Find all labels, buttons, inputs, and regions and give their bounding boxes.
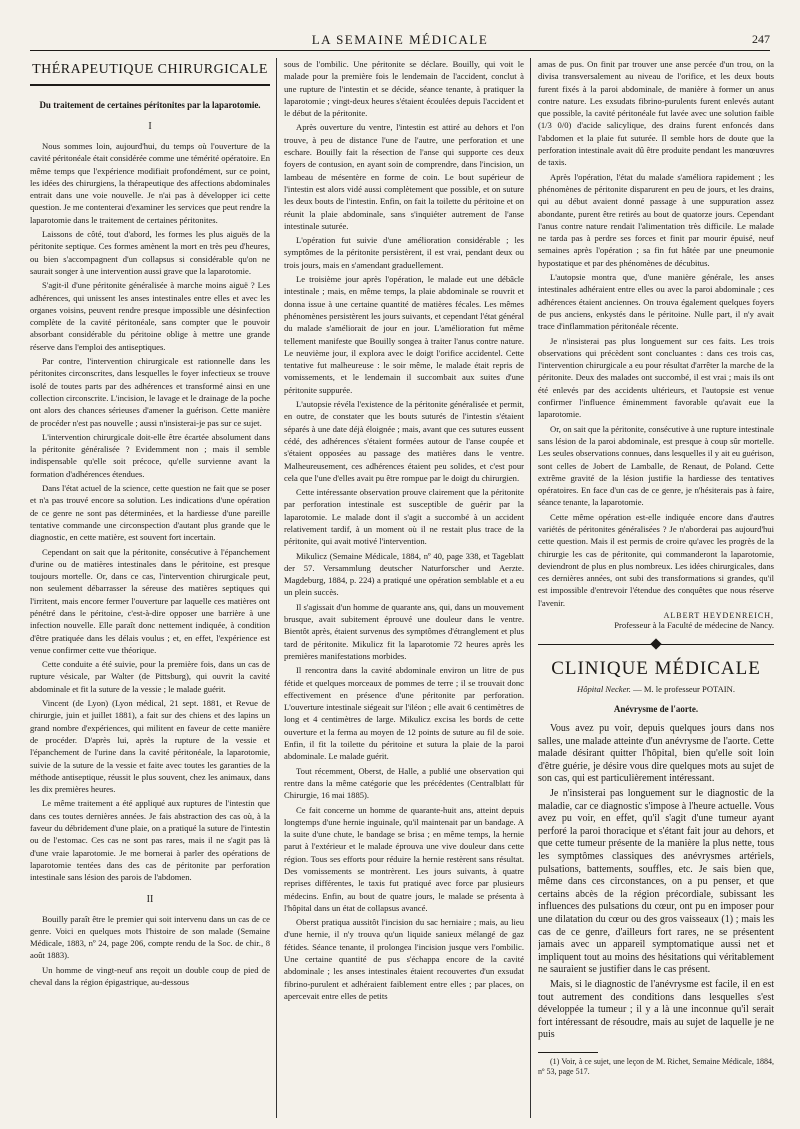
- paragraph: Je n'insisterai pas longuement sur le diagnostic de la maladie, car ce diagnostic s'impose à l'heure actuelle. Vous avez pu voir, en effet, qu'il s'agit d'une tumeur ayant perforé la paroi thoracique et s'étant fait jour au dehors, et que cette tumeur présente de la manière la plus nette, tous les symptômes classiques des anévrysmes artériels, pulsations, battements, souffles, etc. Je sais bien que, même dans ces circonstances, on a pu penser, et que certains abcès de la région précordiale, subissant les influences des pulsations du cœur, ont pu en imposer pour une dilatation du cœur ou des gros vaisseaux (1) ; mais les cas de ce genre, d'ailleurs fort rares, ne se présentent jamais avec un appareil symptomatique aussi net et impliquent tout au moins des hésitations qui véritablement ne sauraient se justifier dans le cas présent.: [538, 788, 774, 976]
- footnote-rule: [538, 1052, 598, 1053]
- hospital-name: Hôpital Necker.: [576, 684, 631, 695]
- column-rule: [276, 58, 277, 1118]
- paragraph: Il rencontra dans la cavité abdominale environ un litre de pus fétide et quelques morceaux de pommes de terre ; il se trouvait donc effectivement en présence d'une péritonite par perforation. L'ouverture intestinale siégeait sur l'iléon ; elle avait 6 centimètres de long et 4 centimètres de large. Mikulicz excisa les bords de cette ouverture et la ferma au moyen de 12 points de suture au fil de soie. Enfin, il fit la toilette du péritoine et sutura la plaie de la paroi abdominale. Le malade guérit.: [284, 665, 524, 762]
- professor-name: — M. le professeur POTAIN.: [630, 684, 736, 695]
- part-number: II: [146, 893, 154, 905]
- paragraph: Cette intéressante observation prouve clairement que la péritonite par perforation intestinale est susceptible de guérir par la laparotomie. Le malade dont il s'agit a succombé à un accident relativement tardif, à un moment où il ne restait plus trace de la péritonite, qui avait motivé l'intervention.: [284, 487, 524, 547]
- author-signature: ALBERT HEYDENREICH,: [663, 611, 774, 621]
- paragraph: Oberst pratiqua aussitôt l'incision du sac herniaire ; mais, au lieu d'une hernie, il n'y trouva qu'un liquide sanieux mélangé de gaz fétides. Séance tenante, il prolongea l'incision jusque vers l'ombilic. Une certaine quantité de pus s'échappa encore de la cavité abdominale ; les anses intestinales étaient recouvertes d'un exsudat fibrino-purulent et adhéraient faiblement entre elles ; par places, on apercevait entre elles de petits: [284, 917, 524, 1001]
- diamond-ornament-icon: [650, 638, 661, 649]
- paragraph: L'intervention chirurgicale doit-elle être écartée absolument dans la péritonite généralisée ? Evidemment non ; mais il semble indispensable qu'elle soit précoce, qu'elle survienne avant la formation d'adhérences étendues.: [30, 431, 270, 479]
- paragraph: Vous avez pu voir, depuis quelques jours dans nos salles, une malade atteinte d'un anévrysme de l'aorte. Cette malade désirant quitter l'hôpital, bien qu'elle soit loin d'être guérie, je désire vous dire quelques mots au sujet de son cas, qui est particulièrement intéressant.: [538, 723, 774, 785]
- paragraph: Cependant on sait que la péritonite, consécutive à l'épanchement d'urine ou de matières intestinales dans le péritoine, est presque toujours mortelle. Or, dans ce cas, l'intervention chirurgicale peut, non seulement débarrasser la séreuse des matières septiques qui l'irritent, mais encore fermer l'ouverture par laquelle ces matières ont pénétré dans le péritoine, c'est-à-dire opposer une barrière à une infection nouvelle. Elle paraît donc nettement indiquée, à condition d'être pratiquée dans les délais voulus ; et, en effet, l'expérience est venue confirmer cette vue théorique.: [30, 546, 270, 655]
- paragraph: L'opération fut suivie d'une amélioration considérable ; les symptômes de la péritonite persistèrent, il est vrai, pendant deux ou trois jours, mais en s'amendant graduellement.: [284, 235, 524, 270]
- running-header: [30, 34, 770, 51]
- paragraph: Le même traitement a été appliqué aux ruptures de l'intestin que dans ces toutes dernières années. Je fais abstraction des cas où, à la faveur du débridement d'une plaie, on a pratiqué la suture de l'intestin ou de l'estomac. Ces cas ne sont pas rares, mais il ne s'agit pas là d'une vraie laparotomie. Je me bornerai à parler des opérations de laparotomie tentées dans des cas de péritonite par perforation intestinale sans lésion des parois de l'abdomen.: [30, 798, 270, 883]
- article-body: [30, 140, 270, 884]
- paragraph: Le troisième jour après l'opération, le malade eut une débâcle intestinale ; mais, en même temps, la plaie abdominale se rouvrit et donna issue à une certaine quantité de matières fécales. Les mêmes phénomènes persistèrent les jours suivants, et cependant l'état général du malade s'améliorait de jour en jour. L'amélioration fut même tellement manifeste que Bouilly songea à traiter l'anus contre nature. Le neuvième jour, il explora avec le doigt l'orifice accidentel. Cette tentative fut malheureuse : le soir même, le malade était repris de vomissements, et le lendemain il succombait aux suites d'une péritonite suppurée.: [284, 274, 524, 395]
- paragraph: sous de l'ombilic. Une péritonite se déclare. Bouilly, qui voit le malade pour la première fois le lendemain de l'accident, conclut à une rupture de l'intestin et se décide, séance tenante, à pratiquer la laparotomie ; vingt-deux heures s'étaient écoulées depuis l'accident et le début de la péritonite.: [284, 59, 524, 119]
- clinic-title: CLINIQUE MÉDICALE: [551, 658, 761, 680]
- paragraph: Il s'agissait d'un homme de quarante ans, qui, dans un mouvement brusque, avait subitement éprouvé une douleur dans le ventre. Bientôt après, étaient survenus des symptômes d'étranglement et plus tard de péritonite. Mikulicz fit la laparotomie 72 heures après les premières manifestations morbides.: [284, 601, 524, 661]
- column-rule: [530, 58, 531, 1118]
- paragraph: Tout récemment, Oberst, de Halle, a publié une observation qui rentre dans la même catégorie que les précédentes (Centralblatt für Chirurgie, 16 mai 1885).: [284, 765, 524, 801]
- paragraph: Après ouverture du ventre, l'intestin est attiré au dehors et l'on trouve, à peu de distance l'une de l'autre, une perforation et une eschare. Bouilly fait la résection de l'anse qui supporte ces deux foyers de contusion, en ayant soin de comprendre, dans l'incision, un lambeau de mésentère en forme de coin. Le bout supérieur de l'intestin est alors vidé aussi complètement que possible, et on suture les deux bouts de l'intestin. Enfin, on fait la toilette du péritoine et on réunit la plaie abdominale, sans s'inquiéter autrement de l'anse intestinale suturée.: [284, 122, 524, 231]
- paragraph: L'autopsie révéla l'existence de la péritonite généralisée et permit, en outre, de constater que les bouts suturés de l'intestin s'étaient séparés à une date déjà éloignée ; mais, avant que ces sutures eussent cédé, des adhérences s'étaient formées autour de l'anse coupée et s'étaient opposées au passage des matières dans le ventre. Malheureusement, ces adhérences étaient peu solides, et c'est pour cela que l'une d'elles avait pu être rompue par le doigt du chirurgien.: [284, 399, 524, 483]
- article-body: [30, 913, 270, 989]
- paragraph: Par contre, l'intervention chirurgicale est rationnelle dans les péritonites circonscrites, dans lesquelles le foyer infectieux se trouve isolé de toutes parts par des adhérences et transformé ainsi en une collection circonscrite. L'incision, le lavage et le drainage de la poche ont alors des chances sérieuses d'amener la guérison. Cette manière de procéder n'est pas nouvelle ; aussi n'insisterai-je pas sur ce sujet.: [30, 356, 270, 428]
- lecture-body: [538, 723, 774, 1042]
- journal-title: LA SEMAINE MÉDICALE: [311, 32, 489, 47]
- paragraph: Laissons de côté, tout d'abord, les formes les plus aiguës de la péritonite septique. Ces formes amènent la mort en très peu d'heures, ou bien s'accompagnent d'un collapsus si considérable qu'on ne saurait songer à une intervention aussi grave que la laparotomie.: [30, 229, 270, 276]
- section-title: THÉRAPEUTIQUE CHIRURGICALE: [30, 62, 270, 86]
- article-body: [284, 58, 524, 1002]
- part-number: I: [148, 121, 152, 132]
- author-affiliation: Professeur à la Faculté de médecine de Nancy.: [614, 620, 774, 631]
- paragraph: Après l'opération, l'état du malade s'améliora rapidement ; les phénomènes de péritonite disparurent en peu de jours, et les drains, qui au début avaient donné passage à une suppuration assez abondante, purent être retirés au bout de quatorze jours. Cependant l'anus contre nature rendait l'alimentation très difficile. Le malade ne tarda pas à perdre ses forces et finit par mourir épuisé, neuf semaines après l'opération ; sa fin fut hâtée par une pneumonie hypostatique et par des phénomènes de décubitus.: [538, 171, 774, 268]
- paragraph: Mais, si le diagnostic de l'anévrysme est facile, il en est tout autrement des conditions dans lesquelles s'est développée la tumeur ; il y a là une inconnue qu'il serait fort intéressant de résoudre, mais au sujet de laquelle je ne puis: [538, 978, 774, 1041]
- paragraph: Dans l'état actuel de la science, cette question ne fait que se poser et n'a pas trouvé encore sa solution. Les indications d'une opération de ce genre ne sont pas déterminées, et la hardiesse d'une pareille tentative commande une circonspection d'autant plus grande que le diagnostic, en cette matière, est souvent fort incertain.: [30, 483, 270, 543]
- paragraph: Or, on sait que la péritonite, consécutive à une rupture intestinale sans lésion de la paroi abdominale, est presque à coup sûr mortelle. Les seules observations connues, dans lesquelles il y ait eu guérison, sont celles de Jobert de Lamballe, de Renaut, de Poland. Cette extrême gravité de la lésion justifie la hardiesse des tentatives opératoires. En face d'un cas de ce genre, je n'hésiterais pas à faire, séance tenante, la laparotomie.: [538, 423, 774, 508]
- column-2: [284, 58, 524, 1004]
- footnote: (1) Voir, à ce sujet, une leçon de M. Richet, Semaine Médicale, 1884, nº 53, page 517.: [538, 1056, 774, 1076]
- paragraph: Bouilly paraît être le premier qui soit intervenu dans un cas de ce genre. Voici en quelques mots l'histoire de son malade (Semaine Médicale, 1883, nº 24, page 206, compte rendu de la Soc. de chir., 8 août 1883).: [30, 913, 270, 961]
- paragraph: amas de pus. On finit par trouver une anse percée d'un trou, on la divisa transversalement au niveau de l'orifice, et les deux bouts furent fixés à la paroi abdominale, de manière à former un anus contre nature. Les exsudats fibrino-purulents furent enlevés autant que possible, la cavité péritonéale fut lavée avec une solution faible (1/3 0/0) d'acide salicylique, des drains furent enfoncés dans l'abdomen et la plaie fut suturée. Il semble hors de doute que la perforation intestinale avait dû être produite pendant les manœuvres de taxis.: [538, 59, 774, 168]
- column-3: [538, 58, 774, 1077]
- page-number: 247: [752, 32, 770, 46]
- clinic-byline: [538, 684, 774, 694]
- paragraph: Je n'insisterai pas plus longuement sur ces faits. Les trois observations qui précèdent sont concluantes : dans ces trois cas, l'intervention chirurgicale a eu pour résultat d'arrêter la marche de la péritonite. Deux des malades ont succombé, il est vrai ; mais ils ont été enlevés par des accidents ultérieurs, et l'autopsie est venue confirmer l'influence éminemment favorable qu'avait eue la laparotomie.: [538, 335, 774, 420]
- paragraph: S'agit-il d'une péritonite généralisée à marche moins aiguë ? Les adhérences, qui unissent les anses intestinales entre elles et avec les organes voisins, peuvent rendre presque impossible une désinfection complète de la cavité péritonéale, sans compter que le pouvoir absorbant considérable du péritoine oblige à mettre une grande réserve dans l'emploi des antiseptiques.: [30, 280, 270, 352]
- paragraph: Cette conduite a été suivie, pour la première fois, dans un cas de rupture vésicale, par Walter (de Pittsburg), qui ouvrit la cavité abdominale et fit la suture de la vessie ; le malade guérit.: [30, 659, 270, 694]
- paragraph: Ce fait concerne un homme de quarante-huit ans, atteint depuis longtemps d'une hernie inguinale, qu'il maintenait par un bandage. A la suite d'une chute, le bandage se brisa ; en même temps, la hernie parut à l'extérieur et le malade éprouva une vive douleur dans cette région. Tous ses efforts pour réduire la hernie restèrent sans résultat. Des vomissements se montrèrent. Les jours suivants, à quatre reprises différentes, le taxis fut pratiqué avec force par plusieurs médecins. Enfin, au bout de quatre jours, le malade se présenta à l'hôpital dans un état de collapsus avancé.: [284, 804, 524, 913]
- article-subtitle: Du traitement de certaines péritonites par la laparotomie.: [39, 100, 261, 110]
- paragraph: L'autopsie montra que, d'une manière générale, les anses intestinales adhéraient entre elles ou avec la paroi abdominale ; ces adhérences étaient anciennes. On trouva également quelques foyers de pus anciens, enkystés dans le péritoine. Nulle part, il n'y avait trace d'inflammation péritonéale récente.: [538, 272, 774, 332]
- paragraph: Nous sommes loin, aujourd'hui, du temps où l'ouverture de la cavité péritonéale était considérée comme une témérité opératoire. En même temps que l'expérience modifiait profondément, sur ce point, les idées des chirurgiens, la thérapeutique des affections abdominales entrait dans une voie nouvelle. Je n'ai pas à développer ici cette question. Je me contenterai d'examiner les services que peut rendre la laparotomie dans le traitement de certaines péritonites.: [30, 141, 270, 225]
- paragraph: Mikulicz (Semaine Médicale, 1884, nº 40, page 338, et Tageblatt der 57. Versammlung deutscher Naturforscher und Aerzte. Magdeburg, 1884, p. 224) a pratiqué une opération semblable et a eu un plein succès.: [284, 550, 524, 598]
- column-1: [30, 58, 270, 990]
- section-divider: [538, 638, 774, 650]
- paragraph: Cette même opération est-elle indiquée encore dans d'autres variétés de péritonites généralisées ? Je n'aborderai pas aujourd'hui cette question. Mais il est permis de croire qu'avec les progrès de la chirurgie les cas de péritonite, qui commanderont la laparotomie, deviendront de plus en plus nombreux. Les idées chirurgicales, dans ces dernières années, ont subi des transformations si grandes, qu'il est impossible d'entrevoir l'étendue des conquêtes que nous réserve l'avenir.: [538, 511, 774, 608]
- paragraph: Vincent (de Lyon) (Lyon médical, 21 sept. 1881, et Revue de chirurgie, juin et juillet 1881), a fait sur des chiens et des lapins un grand nombre d'expériences, qui militent en faveur de cette manière de procéder. D'après lui, après la rupture de la vessie et l'épanchement de l'urine dans la cavité péritonéale, la laparotomie, suivie de la suture de la vessie et faite avec toutes les garanties de la méthode antiseptique, réussit le plus souvent, chez les animaux, dans les dix premières heures.: [30, 698, 270, 795]
- lecture-subtitle: Anévrysme de l'aorte.: [613, 704, 699, 715]
- article-body: [538, 58, 774, 609]
- paragraph: Un homme de vingt-neuf ans reçoit un double coup de pied de cheval dans la région épigastrique, au-dessous: [30, 964, 270, 987]
